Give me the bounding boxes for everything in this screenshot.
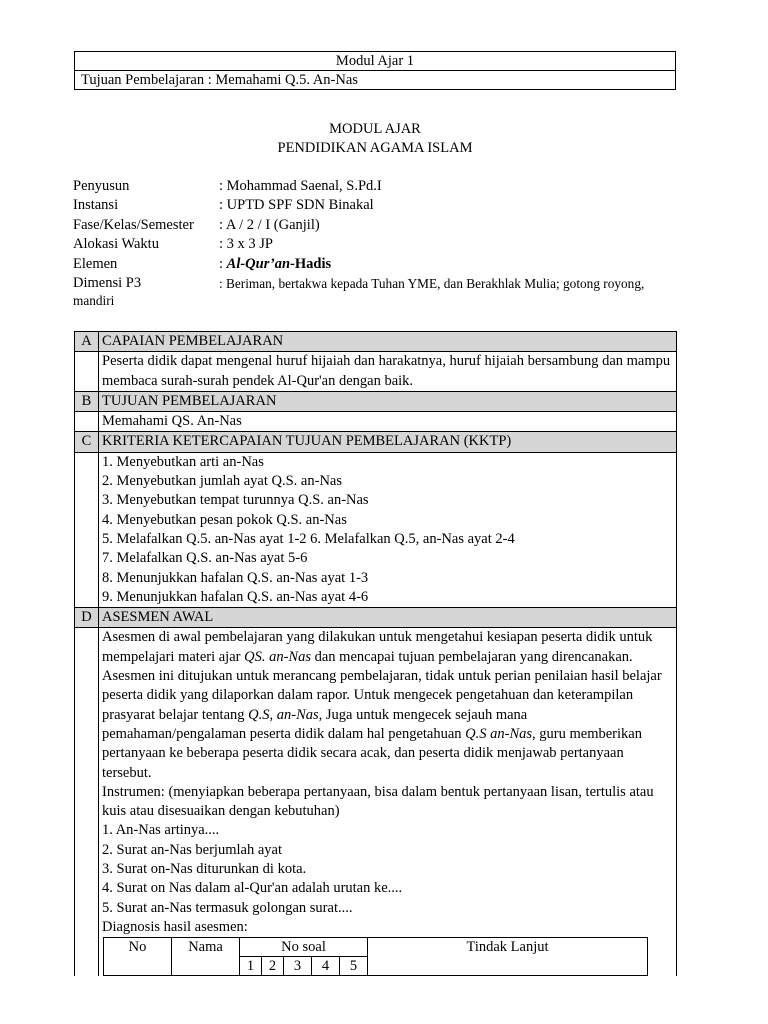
section-letter: B	[75, 391, 99, 411]
section-title: TUJUAN PEMBELAJARAN	[99, 391, 677, 411]
section-header-b	[75, 391, 677, 411]
identity-value: : UPTD SPF SDN Binakal	[219, 197, 374, 214]
diag-soal-number: 3	[284, 957, 312, 976]
section-body-c	[75, 452, 677, 607]
identity-row-dimensi	[73, 274, 683, 312]
section-header-a	[75, 332, 677, 352]
identity-key: Elemen	[73, 255, 118, 272]
identity-row-alokasi	[73, 235, 683, 254]
identity-row-elemen	[73, 255, 683, 274]
identity-row-penyusun	[73, 177, 683, 196]
identity-key: Fase/Kelas/Semester	[73, 216, 194, 233]
section-body-b	[75, 412, 677, 432]
question-item: 1. An-Nas artinya....	[102, 822, 220, 839]
question-item: 5. Surat an-Nas termasuk golongan surat....	[102, 899, 353, 916]
kktp-item: 4. Menyebutkan pesan pokok Q.S. an-Nas	[102, 511, 347, 528]
section-body-a	[75, 352, 677, 392]
identity-value	[219, 255, 331, 274]
section-title: CAPAIAN PEMBELAJARAN	[99, 332, 677, 352]
header-box	[74, 51, 676, 90]
diag-soal-number: 2	[262, 957, 284, 976]
section-header-d	[75, 608, 677, 628]
learning-goal-header: Tujuan Pembelajaran : Memahami Q.5. An-Nas	[75, 71, 676, 90]
section-letter: D	[75, 608, 99, 628]
doc-title-line2: PENDIDIKAN AGAMA ISLAM	[277, 140, 473, 156]
identity-value: : A / 2 / I (Ganjil)	[219, 216, 320, 233]
diagnosis-table	[103, 937, 648, 976]
diag-soal-number: 5	[340, 957, 368, 976]
identity-row-instansi	[73, 196, 683, 215]
section-header-c	[75, 432, 677, 452]
section-body-d	[75, 628, 677, 976]
identity-key: Alokasi Waktu	[73, 236, 159, 253]
question-item: 2. Surat an-Nas berjumlah ayat	[102, 841, 282, 858]
kktp-item: 8. Menunjukkan hafalan Q.S. an-Nas ayat 1-3	[102, 569, 369, 586]
diag-soal-number: 1	[240, 957, 262, 976]
kktp-item: 1. Menyebutkan arti an-Nas	[102, 453, 264, 470]
content-table	[74, 331, 677, 976]
identity-value: : 3 x 3 JP	[219, 236, 273, 253]
diag-col-soal: No soal	[240, 938, 368, 957]
diag-soal-number: 4	[312, 957, 340, 976]
capaian-text: Peserta didik dapat mengenal huruf hijaiah dan harakatnya, huruf hijaiah bersambung dan mampu membaca surah-surah pendek Al-Qur'an dengan baik.	[99, 352, 677, 392]
identity-key: Penyusun	[73, 178, 130, 194]
kktp-item: 2. Menyebutkan jumlah ayat Q.S. an-Nas	[102, 473, 343, 490]
diagnosis-label: Diagnosis hasil asesmen:	[102, 918, 248, 935]
section-title: ASESMEN AWAL	[99, 608, 677, 628]
diag-col-nama: Nama	[172, 938, 240, 976]
elemen-rest: -Hadis	[290, 255, 332, 272]
section-letter: A	[75, 332, 99, 352]
identity-value: : Mohammad Saenal, S.Pd.I	[219, 178, 382, 194]
identity-key: Dimensi P3	[73, 274, 142, 291]
identity-block	[73, 177, 683, 312]
identity-row-fase	[73, 216, 683, 235]
identity-value: : Beriman, bertakwa kepada Tuhan YME, dan Berakhlak Mulia; gotong royong,	[219, 275, 645, 291]
tujuan-text: Memahami QS. An-Nas	[99, 412, 677, 432]
identity-value-wrap: mandiri	[73, 292, 115, 308]
question-item: 3. Surat on-Nas diturunkan di kota.	[102, 861, 307, 878]
identity-key: Instansi	[73, 197, 119, 214]
section-letter: C	[75, 432, 99, 452]
kktp-item: 9. Menunjukkan hafalan Q.S. an-Nas ayat 4-6	[102, 588, 369, 605]
module-title: Modul Ajar 1	[75, 52, 676, 71]
kktp-item: 3. Menyebutkan tempat turunnya Q.S. an-Nas	[102, 492, 369, 509]
diag-col-tindak: Tindak Lanjut	[368, 938, 648, 976]
kktp-item: 7. Melafalkan Q.S. an-Nas ayat 5-6	[102, 550, 308, 567]
section-title: KRITERIA KETERCAPAIAN TUJUAN PEMBELAJARAN (KKTP)	[99, 432, 677, 452]
elemen-italic: Al-Qur’an	[226, 255, 291, 272]
diag-col-no: No	[104, 938, 172, 976]
kktp-item: 5. Melafalkan Q.5. an-Nas ayat 1-2 6. Melafalkan Q.5, an-Nas ayat 2-4	[102, 530, 515, 547]
question-item: 4. Surat on Nas dalam al-Qur'an adalah urutan ke....	[102, 880, 403, 897]
doc-title-line1: MODUL AJAR	[329, 121, 421, 137]
elemen-prefix: :	[219, 255, 227, 272]
instrumen-text: Instrumen: (menyiapkan beberapa pertanyaan, bisa dalam bentuk pertanyaan lisan, tertulis atau kuis atau disesuaikan dengan kebutuhan)	[102, 783, 654, 820]
asesmen-paragraph: Asesmen di awal pembelajaran yang dilakukan untuk mengetahui kesiapan peserta didik untuk mempelajari materi ajar QS. an-Nas dan mencapai tujuan pembelajaran yang direncanakan. Asesmen ini ditujukan untuk merancang pembelajaran, tidak untuk perian penilaian hasil belajar peserta didik yang dilaporkan dalam rapor. Untuk mengecek pengetahuan dan keterampilan prasyarat belajar tentang Q.S, an-Nas, Juga untuk mengecek sejauh mana pemahaman/pengalaman peserta didik dalam hal pengetahuan Q.S an-Nas, guru memberikan pertanyaan ke beberapa peserta didik secara acak, dan peserta didik menjawab pertanyaan tersebut.	[102, 629, 662, 781]
